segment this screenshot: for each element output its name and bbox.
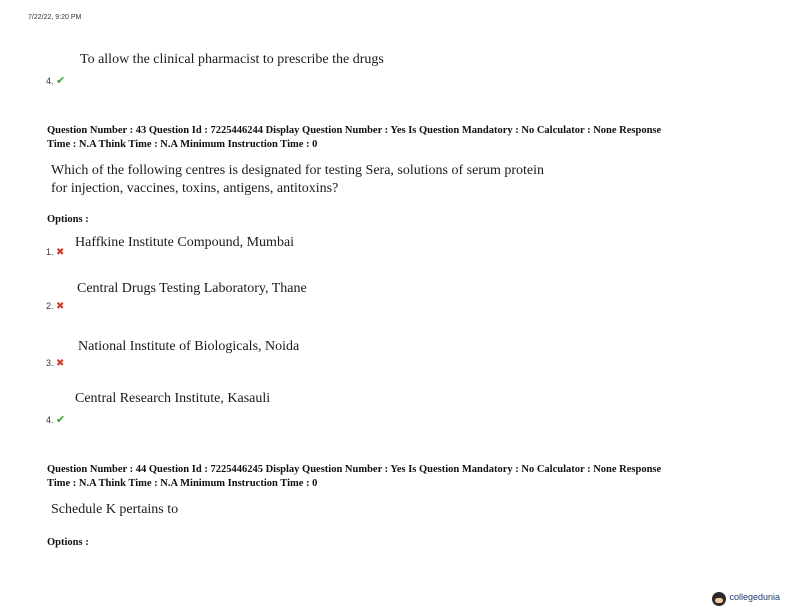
prev-option-4-text: To allow the clinical pharmacist to prescribe the drugs bbox=[80, 52, 384, 67]
question-43-option-3-text: National Institute of Biologicals, Noida bbox=[78, 339, 300, 354]
collegedunia-logo bbox=[712, 592, 780, 606]
question-44-meta-line1: Question Number : 44 Question Id : 7225446245 Display Question Number : Yes Is Question Mandatory : No Calculator : None Response bbox=[47, 464, 662, 475]
cross-icon: ✖ bbox=[56, 247, 65, 258]
question-43-option-2-text: Central Drugs Testing Laboratory, Thane bbox=[77, 281, 307, 296]
question-43-option-3-number: 3. ✖ bbox=[46, 358, 65, 369]
question-43-text-line2: for injection, vaccines, toxins, antigens, antitoxins? bbox=[51, 181, 339, 196]
question-43-option-1-number: 1. ✖ bbox=[46, 247, 65, 258]
logo-brand-text: collegedunia bbox=[729, 591, 780, 602]
check-icon: ✔ bbox=[56, 414, 66, 426]
mascot-icon bbox=[712, 592, 726, 606]
question-43-option-4-number: 4. ✔ bbox=[46, 414, 66, 426]
cross-icon: ✖ bbox=[56, 301, 65, 312]
cross-icon: ✖ bbox=[56, 358, 65, 369]
question-43-meta-line1: Question Number : 43 Question Id : 7225446244 Display Question Number : Yes Is Question Mandatory : No Calculator : None Response bbox=[47, 125, 662, 136]
page-timestamp: 7/22/22, 9:20 PM bbox=[28, 14, 82, 21]
prev-option-4-number: 4. ✔ bbox=[46, 75, 66, 87]
question-44-text: Schedule K pertains to bbox=[51, 502, 179, 517]
check-icon: ✔ bbox=[56, 75, 66, 87]
logo-tagline bbox=[729, 602, 780, 606]
question-43-option-4-text: Central Research Institute, Kasauli bbox=[75, 391, 271, 406]
question-43-meta-line2: Time : N.A Think Time : N.A Minimum Instruction Time : 0 bbox=[47, 139, 318, 150]
question-44-options-label: Options : bbox=[47, 537, 89, 548]
question-43-text-line1: Which of the following centres is designated for testing Sera, solutions of serum protein bbox=[51, 163, 545, 178]
question-43-option-2-number: 2. ✖ bbox=[46, 301, 65, 312]
question-43-option-1-text: Haffkine Institute Compound, Mumbai bbox=[75, 235, 295, 250]
question-43-options-label: Options : bbox=[47, 214, 89, 225]
question-44-meta-line2: Time : N.A Think Time : N.A Minimum Instruction Time : 0 bbox=[47, 478, 318, 489]
